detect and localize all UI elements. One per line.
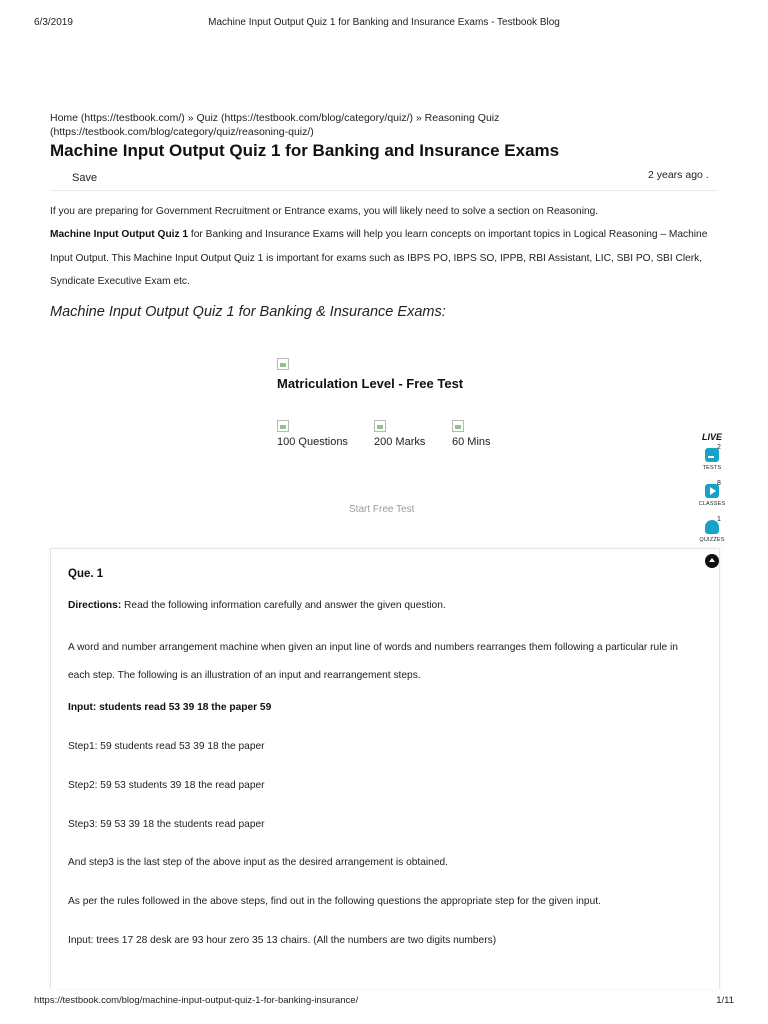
stat-duration — [452, 420, 491, 448]
tests-count-badge: 2 — [717, 444, 721, 451]
save-button[interactable]: Save — [72, 172, 98, 184]
stat-marks — [374, 420, 425, 448]
stat-questions-label: 100 Questions — [277, 436, 348, 448]
question-number: Que. 1 — [68, 568, 104, 580]
intro-rest: for Banking and Insurance Exams will help you learn concepts on important topics in Logical Reasoning – Machine Input Output. This Machine Input Output Quiz 1 is important for exams such as IBPS PO, IBPS SO, IPPB, RBI Assistant, LIC, SBI PO, SBI Clerk, Syndicate Executive Exam etc. — [50, 229, 708, 287]
question-card — [50, 548, 720, 989]
test-name[interactable]: Matriculation Level - Free Test — [277, 376, 464, 391]
print-date: 6/3/2019 — [34, 17, 73, 28]
example-step-3: Step3: 59 53 39 18 the students read paper — [68, 819, 265, 830]
example-step-1: Step1: 59 students read 53 39 18 the paper — [68, 741, 265, 752]
quizzes-label: QUIZZES — [699, 537, 725, 543]
tests-label: TESTS — [702, 465, 722, 471]
broken-image-icon — [277, 420, 289, 432]
stat-duration-label: 60 Mins — [452, 436, 491, 448]
classes-label: CLASSES — [698, 501, 726, 507]
start-free-test-button[interactable]: Start Free Test — [349, 504, 415, 515]
rules-note: As per the rules followed in the above steps, find out in the following questions the appropriate step for the given input. — [68, 896, 601, 907]
given-input: Input: trees 17 28 desk are 93 hour zero 35 13 chairs. (All the numbers are two digits numbers) — [68, 935, 497, 946]
intro-line-1: If you are preparing for Government Recruitment or Entrance exams, you will likely need to solve a section on Reasoning. — [50, 206, 599, 217]
example-step-2: Step2: 59 53 students 39 18 the read paper — [68, 780, 265, 791]
question-description: A word and number arrangement machine when given an input line of words and numbers rearranges them following a particular rule in each step. The following is an illustration of an input and rearrangement steps. — [68, 642, 678, 681]
side-item-tests[interactable] — [690, 444, 734, 478]
broken-image-icon — [374, 420, 386, 432]
broken-image-icon — [277, 358, 289, 370]
breadcrumb[interactable]: Home (https://testbook.com/) » Quiz (https://testbook.com/blog/category/quiz/) » Reasoning Quiz (https://testbook.com/blog/category/quiz/reasoning-quiz/) — [50, 112, 500, 138]
stat-questions — [277, 420, 348, 448]
stat-marks-label: 200 Marks — [374, 436, 426, 448]
quiz-subheading: Machine Input Output Quiz 1 for Banking & Insurance Exams: — [50, 304, 446, 320]
quizzes-count-badge: 1 — [717, 516, 721, 523]
broken-image-icon — [452, 420, 464, 432]
last-step-note: And step3 is the last step of the above input as the desired arrangement is obtained. — [68, 857, 449, 868]
page-number: 1/11 — [716, 995, 734, 1006]
question-directions — [68, 600, 698, 611]
classes-count-badge: 8 — [717, 480, 721, 487]
directions-label: Directions: — [68, 600, 122, 611]
live-label: LIVE — [701, 432, 722, 442]
print-footer-url: https://testbook.com/blog/machine-input-output-quiz-1-for-banking-insurance/ — [34, 995, 359, 1006]
print-header-title: Machine Input Output Quiz 1 for Banking and Insurance Exams - Testbook Blog — [208, 17, 560, 28]
example-input: Input: students read 53 39 18 the paper 59 — [68, 702, 272, 713]
directions-text: Read the following information carefully and answer the given question. — [121, 600, 446, 611]
posted-time: 2 years ago . — [648, 169, 709, 181]
divider — [50, 190, 718, 191]
side-item-classes[interactable] — [690, 480, 734, 514]
page-title: Machine Input Output Quiz 1 for Banking and Insurance Exams — [50, 141, 560, 160]
article-intro — [50, 200, 718, 293]
side-item-quizzes[interactable] — [690, 516, 734, 550]
intro-bold-quiz-name: Machine Input Output Quiz 1 — [50, 229, 189, 241]
